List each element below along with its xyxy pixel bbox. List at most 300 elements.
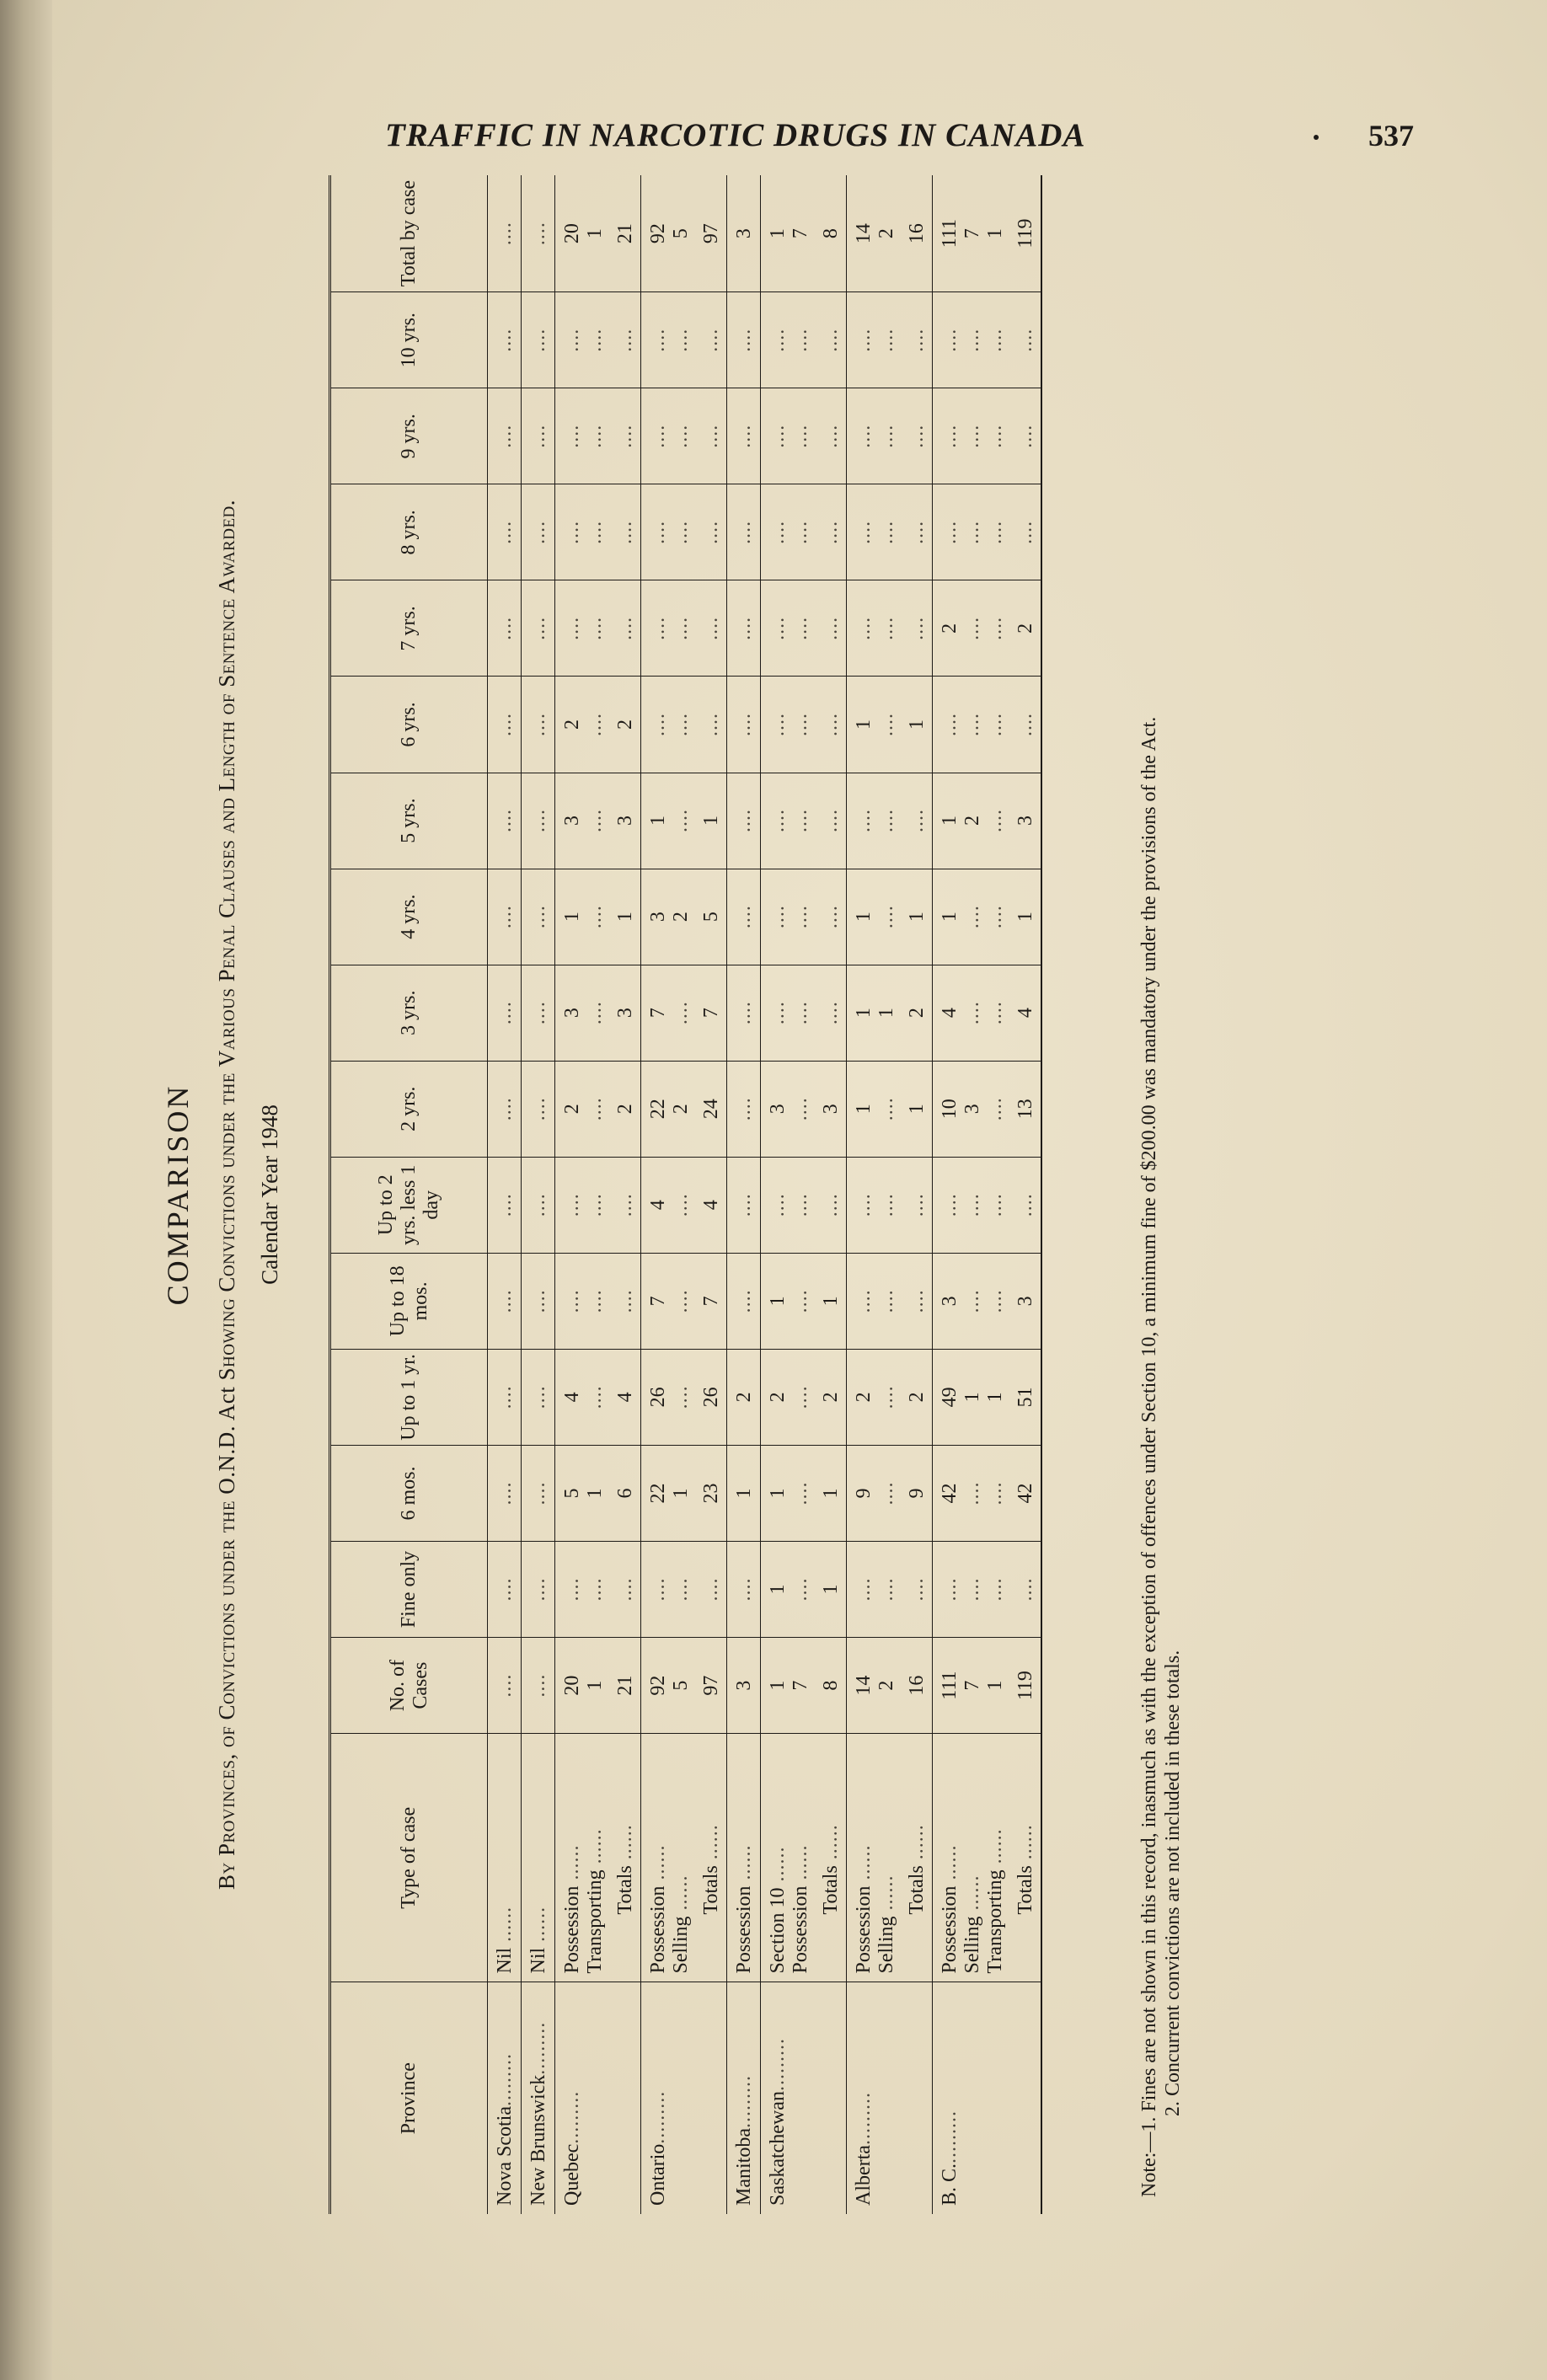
value-cell (847, 292, 903, 388)
cell-value: 1 (700, 816, 722, 826)
cell-value: 1 (939, 816, 961, 826)
cell-value: 42 (939, 1483, 961, 1504)
cell-value: 2 (670, 912, 692, 923)
cell-value: 3 (733, 228, 755, 239)
leader-dots: .... (790, 905, 811, 929)
value-cell (847, 1349, 903, 1445)
leader-dots: .... (670, 712, 692, 736)
value-cell (555, 1253, 612, 1349)
value-cell (697, 965, 727, 1061)
case-type: Possession ...... (561, 1844, 583, 1974)
cell-value: 97 (700, 1675, 722, 1696)
province-cell: B. C.......... (933, 1982, 1012, 2214)
cell-value: 4 (647, 1200, 669, 1211)
leader-dots: .... (984, 328, 1006, 352)
leader-dots: .... (494, 1289, 516, 1313)
value-cell (847, 388, 903, 484)
value-cell (816, 1253, 847, 1349)
cell-value: 21 (614, 223, 636, 244)
cell-value: 1 (984, 1392, 1006, 1403)
cell-value: 2 (853, 1392, 875, 1403)
value-cell (902, 965, 933, 1061)
leader-dots: .... (614, 1193, 636, 1217)
value-cell (697, 388, 727, 484)
cell-value: 5 (670, 228, 692, 239)
value-cell (611, 1061, 641, 1157)
leader-dots: .... (790, 1577, 811, 1602)
province-cell (1011, 1982, 1041, 2214)
leader-dots: .... (670, 424, 692, 448)
column-header: No. of Cases (330, 1638, 488, 1734)
column-header: 4 yrs. (330, 869, 488, 965)
value-cell (641, 773, 698, 869)
value-cell (555, 175, 612, 292)
cell-value: 8 (820, 228, 842, 239)
cell-value: 2 (733, 1392, 755, 1403)
case-type: Totals ...... (1014, 1824, 1036, 1915)
leader-dots: .... (700, 616, 722, 640)
value-cell (641, 484, 698, 580)
value-cell (1011, 1638, 1041, 1734)
value-cell (847, 580, 903, 677)
value-cell (641, 1542, 698, 1638)
value-cell (522, 869, 555, 965)
column-header: 10 yrs. (330, 292, 488, 388)
totals-row (611, 175, 641, 2214)
leader-dots: .... (700, 1577, 722, 1602)
cell-value: 23 (700, 1483, 722, 1504)
leader-dots: .... (820, 520, 842, 544)
case-type-cell (816, 1734, 847, 1982)
leader-dots: .... (1014, 1577, 1036, 1602)
cell-value: 2 (670, 1104, 692, 1115)
cell-value: 3 (614, 816, 636, 826)
cell-value: 2 (561, 719, 583, 730)
value-cell (488, 1542, 522, 1638)
leader-dots: .... (647, 520, 669, 544)
leader-dots: .... (647, 328, 669, 352)
cell-value: 5 (700, 912, 722, 923)
value-cell (816, 388, 847, 484)
value-cell (522, 175, 555, 292)
cell-value: 1 (561, 912, 583, 923)
leader-dots: .... (790, 424, 811, 448)
value-cell (641, 965, 698, 1061)
value-cell (522, 773, 555, 869)
leader-dots: .... (527, 1577, 549, 1602)
value-cell (727, 580, 761, 677)
totals-row (816, 175, 847, 2214)
leader-dots: .... (733, 809, 755, 833)
cell-value: 1 (906, 912, 928, 923)
value-cell (522, 484, 555, 580)
leader-dots: .... (614, 424, 636, 448)
cell-value: 1 (875, 1008, 897, 1019)
cell-value: 5 (670, 1680, 692, 1691)
cell-value: 1 (767, 1584, 789, 1595)
table-row (727, 175, 761, 2214)
subheading-part-1: By Provinces, of Convictions under the (214, 1494, 239, 1891)
case-type-cell (902, 1734, 933, 1982)
leader-dots: .... (584, 809, 606, 833)
value-cell (816, 677, 847, 773)
value-cell (847, 965, 903, 1061)
value-cell (902, 869, 933, 965)
cell-value: 92 (647, 1675, 669, 1696)
value-cell (522, 292, 555, 388)
leader-dots: .... (984, 712, 1006, 736)
value-cell (1011, 1253, 1041, 1349)
leader-dots: .... (670, 616, 692, 640)
cell-value: 7 (961, 228, 983, 239)
value-cell (1011, 484, 1041, 580)
value-cell (522, 388, 555, 484)
leader-dots: .... (939, 1577, 961, 1602)
leader-dots: .... (939, 712, 961, 736)
value-cell (847, 1253, 903, 1349)
value-cell (816, 1445, 847, 1541)
province-cell (611, 1982, 641, 2214)
leader-dots: .... (767, 616, 789, 640)
leader-dots: .... (561, 616, 583, 640)
leader-dots: .... (767, 712, 789, 736)
leader-dots: .... (906, 424, 928, 448)
cell-value: 1 (853, 1104, 875, 1115)
leader-dots: .... (527, 1385, 549, 1409)
leader-dots: .... (670, 1577, 692, 1602)
value-cell (727, 1157, 761, 1253)
totals-row (697, 175, 727, 2214)
leader-dots: .... (647, 1577, 669, 1602)
leader-dots: .... (961, 1289, 983, 1313)
leader-dots: .... (1014, 712, 1036, 736)
cell-value: 5 (561, 1488, 583, 1499)
leader-dots: .... (853, 809, 875, 833)
value-cell (816, 175, 847, 292)
cell-value: 1 (767, 1680, 789, 1691)
leader-dots: .... (875, 616, 897, 640)
leader-dots: .... (906, 328, 928, 352)
value-cell (1011, 1542, 1041, 1638)
leader-dots: .... (984, 1577, 1006, 1602)
leader-dots: .... (527, 712, 549, 736)
leader-dots: .... (853, 616, 875, 640)
cell-value: 1 (961, 1392, 983, 1403)
cell-value: 16 (906, 223, 928, 244)
value-cell (697, 292, 727, 388)
leader-dots: .... (614, 328, 636, 352)
value-cell (641, 292, 698, 388)
cell-value: 1 (853, 719, 875, 730)
value-cell (933, 484, 1012, 580)
leader-dots: .... (584, 616, 606, 640)
value-cell (816, 292, 847, 388)
leader-dots: .... (875, 328, 897, 352)
rotated-table-block (160, 175, 1205, 2214)
value-cell (761, 580, 817, 677)
value-cell (611, 773, 641, 869)
value-cell (641, 1445, 698, 1541)
value-cell (816, 1638, 847, 1734)
province-name: Quebec (561, 2143, 583, 2206)
table-row (761, 175, 817, 2214)
value-cell (611, 1157, 641, 1253)
province-name: Alberta (853, 2145, 875, 2206)
cell-value: 3 (1014, 1296, 1036, 1307)
leader-dots: .... (790, 1385, 811, 1409)
province-name: Ontario (647, 2143, 669, 2206)
value-cell (488, 292, 522, 388)
value-cell (697, 1445, 727, 1541)
leader-dots: .... (961, 1001, 983, 1025)
case-type: Possession ...... (647, 1844, 669, 1974)
leader-dots: .... (494, 712, 516, 736)
totals-row (902, 175, 933, 2214)
value-cell (816, 484, 847, 580)
leader-dots: .... (906, 809, 928, 833)
value-cell (611, 965, 641, 1061)
value-cell (611, 292, 641, 388)
leader-dots: .... (700, 520, 722, 544)
province-cell (816, 1982, 847, 2214)
table-body (488, 175, 1042, 2214)
value-cell (1011, 965, 1041, 1061)
cell-value: 2 (820, 1392, 842, 1403)
cell-value: 92 (647, 223, 669, 244)
value-cell (1011, 869, 1041, 965)
cell-value: 20 (561, 223, 583, 244)
leader-dots: .... (584, 1289, 606, 1313)
value-cell (902, 1253, 933, 1349)
leader-dots: .... (820, 616, 842, 640)
value-cell (902, 1638, 933, 1734)
cell-value: 26 (700, 1387, 722, 1408)
leader-dots: .... (853, 328, 875, 352)
value-cell (555, 292, 612, 388)
leader-dots: .... (875, 1481, 897, 1506)
case-type: Transporting ...... (984, 1828, 1006, 1974)
cell-value: 3 (939, 1296, 961, 1307)
leader-dots: .... (584, 520, 606, 544)
leader-dots: .... (961, 1577, 983, 1602)
leader-dots: .... (733, 424, 755, 448)
leader-dots: .... (820, 328, 842, 352)
convictions-table (329, 175, 1042, 2214)
leader-dots: .... (790, 809, 811, 833)
column-header: 5 yrs. (330, 773, 488, 869)
cell-value: 1 (820, 1296, 842, 1307)
value-cell (847, 484, 903, 580)
value-cell (933, 388, 1012, 484)
value-cell (555, 1542, 612, 1638)
case-type-cell (641, 1734, 698, 1982)
leader-dots: .... (790, 1001, 811, 1025)
cell-value: 1 (984, 228, 1006, 239)
leader-dots: .... (767, 905, 789, 929)
cell-value: 1 (670, 1488, 692, 1499)
value-cell (522, 1157, 555, 1253)
value-cell (611, 484, 641, 580)
case-type: Section 10 ...... (767, 1846, 789, 1974)
leader-dots: .... (494, 1385, 516, 1409)
leader-dots: .... (733, 1193, 755, 1217)
leader-dots: .... (494, 424, 516, 448)
case-type: Nil ...... (527, 1906, 549, 1974)
case-type-cell (555, 1734, 612, 1982)
value-cell (1011, 1445, 1041, 1541)
leader-dots: .... (494, 1193, 516, 1217)
value-cell (641, 1253, 698, 1349)
cell-value: 24 (700, 1099, 722, 1120)
leader-dots: .... (584, 712, 606, 736)
leader-dots: .... (561, 520, 583, 544)
leader-dots: .... (670, 809, 692, 833)
cell-value: 3 (561, 1008, 583, 1019)
case-type: Selling ...... (670, 1875, 692, 1974)
case-type: Possession ...... (733, 1844, 755, 1974)
value-cell (847, 1157, 903, 1253)
value-cell (933, 773, 1012, 869)
table-year: Calendar Year 1948 (257, 1104, 282, 1285)
value-cell (933, 869, 1012, 965)
cell-value: 111 (939, 1671, 961, 1700)
table-row (488, 175, 522, 2214)
value-cell (522, 580, 555, 677)
case-type-cell (847, 1734, 903, 1982)
leader-dots: .... (561, 1577, 583, 1602)
column-header: Province (330, 1982, 488, 2214)
case-type: Transporting ...... (584, 1828, 606, 1974)
column-header: Up to 2 yrs. less 1 day (330, 1157, 488, 1253)
leader-dots: .... (961, 616, 983, 640)
leader-dots: .... (767, 328, 789, 352)
leader-dots: .... (1014, 1193, 1036, 1217)
leader-dots: .... (527, 424, 549, 448)
value-cell (847, 1542, 903, 1638)
running-title: TRAFFIC IN NARCOTIC DRUGS IN CANADA (385, 117, 1086, 153)
province-cell: Saskatchewan......... (761, 1982, 817, 2214)
cell-value: 3 (961, 1104, 983, 1115)
leader-dots: .... (733, 1001, 755, 1025)
leader-dots: .... (584, 328, 606, 352)
cell-value: 22 (647, 1483, 669, 1504)
leader-dots: .... (527, 809, 549, 833)
leader-dots: .... (984, 1481, 1006, 1506)
value-cell (761, 1349, 817, 1445)
province-cell: Alberta......... (847, 1982, 903, 2214)
province-cell (902, 1982, 933, 2214)
value-cell (902, 580, 933, 677)
cell-value: 3 (647, 912, 669, 923)
value-cell (555, 677, 612, 773)
leader-dots: .... (561, 1193, 583, 1217)
value-cell (641, 869, 698, 965)
value-cell (522, 1349, 555, 1445)
leader-dots: .... (494, 809, 516, 833)
value-cell (847, 1445, 903, 1541)
leader-dots: .... (614, 1289, 636, 1313)
leader-dots: .... (875, 1097, 897, 1121)
value-cell (555, 1157, 612, 1253)
value-cell (727, 388, 761, 484)
leader-dots: .... (670, 520, 692, 544)
leader-dots: .... (1014, 424, 1036, 448)
value-cell (761, 292, 817, 388)
cell-value: 14 (853, 223, 875, 244)
leader-dots: .... (733, 1097, 755, 1121)
leader-dots: .... (527, 1481, 549, 1506)
cell-value: 49 (939, 1387, 961, 1408)
value-cell (522, 677, 555, 773)
leader-dots: .... (527, 520, 549, 544)
table-heading: COMPARISON (161, 1083, 195, 1306)
cell-value: 1 (820, 1488, 842, 1499)
leader-dots: .... (494, 905, 516, 929)
cell-value: 1 (647, 816, 669, 826)
value-cell (933, 1349, 1012, 1445)
value-cell (902, 1542, 933, 1638)
leader-dots: .... (790, 1481, 811, 1506)
value-cell (488, 580, 522, 677)
value-cell (727, 677, 761, 773)
value-cell (488, 1253, 522, 1349)
leader-dots: .... (614, 1577, 636, 1602)
leader-dots: .... (494, 222, 516, 246)
value-cell (902, 388, 933, 484)
leader-dots: .... (906, 1577, 928, 1602)
value-cell (727, 175, 761, 292)
value-cell (555, 965, 612, 1061)
leader-dots: .... (561, 1289, 583, 1313)
value-cell (641, 1061, 698, 1157)
value-cell (611, 1253, 641, 1349)
value-cell (902, 292, 933, 388)
value-cell (761, 1445, 817, 1541)
value-cell (1011, 1157, 1041, 1253)
leader-dots: .... (875, 712, 897, 736)
value-cell (847, 869, 903, 965)
cell-value: 8 (820, 1680, 842, 1691)
cell-value: 4 (700, 1200, 722, 1211)
cell-value: 7 (700, 1008, 722, 1019)
value-cell (847, 175, 903, 292)
leader-dots: .... (494, 328, 516, 352)
value-cell (761, 773, 817, 869)
leader-dots: .... (733, 712, 755, 736)
cell-value: 7 (700, 1296, 722, 1307)
value-cell (522, 1542, 555, 1638)
value-cell (611, 1349, 641, 1445)
leader-dots: .... (875, 809, 897, 833)
table-row (522, 175, 555, 2214)
leader-dots: .... (984, 616, 1006, 640)
cell-value: 1 (984, 1680, 1006, 1691)
cell-value: 97 (700, 223, 722, 244)
value-cell (641, 388, 698, 484)
leader-dots: .... (961, 424, 983, 448)
value-cell (1011, 1061, 1041, 1157)
value-cell (555, 1349, 612, 1445)
leader-dots: .... (584, 1385, 606, 1409)
cell-value: 1 (906, 719, 928, 730)
value-cell (488, 1157, 522, 1253)
value-cell (488, 1638, 522, 1734)
value-cell (641, 1157, 698, 1253)
case-type: Nil ...... (494, 1906, 516, 1974)
value-cell (933, 1157, 1012, 1253)
leader-dots: .... (961, 328, 983, 352)
table-subheading (214, 175, 240, 2214)
